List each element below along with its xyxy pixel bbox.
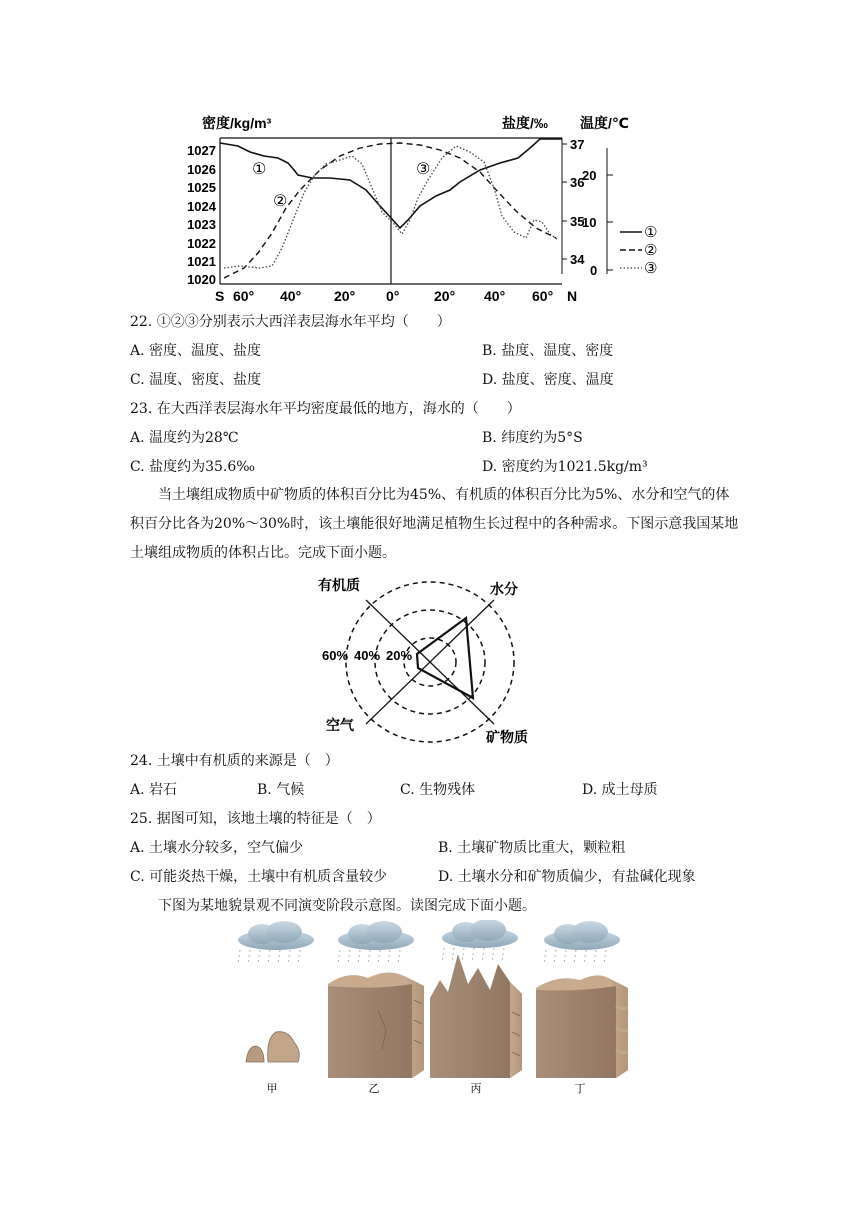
stage-jia-rocks <box>246 1032 299 1062</box>
question-22-option-d: D. 盐度、密度、温度 <box>482 372 614 388</box>
temperature-tick: 20 <box>582 168 597 183</box>
ocean-properties-chart <box>180 108 660 304</box>
cloud-icon <box>338 921 414 964</box>
question-22-stem: 22. ①②③分别表示大西洋表层海水年平均（ ） <box>130 314 451 330</box>
question-23-stem: 23. 在大西洋表层海水年平均密度最低的地方，海水的（ ） <box>130 401 521 417</box>
stage-label-yi: 乙 <box>368 1083 380 1095</box>
axis-label-mineral: 矿物质 <box>486 729 528 745</box>
axis-label-organic: 有机质 <box>318 577 360 593</box>
stage-label-ding: 丁 <box>574 1083 586 1095</box>
density-tick: 1024 <box>187 199 216 214</box>
landform-evolution-figure <box>228 920 638 1096</box>
question-23-option-d: D. 密度约为1021.5kg/m³ <box>482 459 648 475</box>
chart-legend <box>620 224 657 277</box>
question-24-option-c: C. 生物残体 <box>400 782 476 798</box>
salinity-tick: 34 <box>570 252 585 267</box>
latitude-tick: 40° <box>484 288 506 304</box>
question-24-option-a: A. 岩石 <box>130 782 178 798</box>
ring-label-20: 20% <box>386 648 413 663</box>
cloud-icon <box>238 921 314 964</box>
legend-label-3: ③ <box>644 260 658 277</box>
question-23-option-c: C. 盐度约为35.6‰ <box>130 459 256 475</box>
salinity-ticks <box>562 137 585 267</box>
question-25-option-a: A. 土壤水分较多，空气偏少 <box>130 840 304 856</box>
question-23-option-a: A. 温度约为28℃ <box>130 430 239 446</box>
temperature-tick: 0 <box>590 263 598 278</box>
landform-passage: 下图为某地貌景观不同演变阶段示意图。读图完成下面小题。 <box>158 898 536 914</box>
latitude-tick: 40° <box>280 288 302 304</box>
question-22-option-a: A. 密度、温度、盐度 <box>130 343 262 359</box>
temperature-tick: 10 <box>582 215 597 230</box>
stage-bing-peaks <box>430 954 522 1078</box>
stage-ding-block <box>536 975 628 1078</box>
stage-label-bing: 丙 <box>470 1083 482 1095</box>
latitude-tick: S <box>215 288 225 304</box>
density-ticks <box>187 143 217 287</box>
question-24-option-b: B. 气候 <box>257 782 305 798</box>
latitude-tick: 60° <box>532 288 554 304</box>
question-24-option-d: D. 成土母质 <box>582 782 658 798</box>
density-tick: 1023 <box>187 217 216 232</box>
axis-label-air: 空气 <box>326 717 354 733</box>
latitude-tick: 60° <box>233 288 255 304</box>
stage-yi-block <box>328 972 424 1078</box>
legend-label-1: ① <box>644 224 658 241</box>
question-25-option-b: B. 土壤矿物质比重大，颗粒粗 <box>438 840 626 856</box>
density-tick: 1025 <box>187 180 216 195</box>
legend-label-2: ② <box>644 242 658 259</box>
question-25-option-c: C. 可能炎热干燥，土壤中有机质含量较少 <box>130 869 388 885</box>
density-tick: 1021 <box>187 254 216 269</box>
curve-1-label: ① <box>252 161 267 178</box>
cloud-icon <box>544 921 620 964</box>
question-25-stem: 25. 据图可知，该地土壤的特征是（ ） <box>130 811 381 827</box>
question-24-stem: 24. 土壤中有机质的来源是（ ） <box>130 753 339 769</box>
latitude-ticks <box>215 288 577 304</box>
latitude-tick: 20° <box>334 288 356 304</box>
density-axis-title: 密度/kg/m³ <box>202 115 272 131</box>
curve-2-label: ② <box>273 193 288 210</box>
cloud-icon <box>442 920 518 962</box>
density-tick: 1020 <box>187 272 216 287</box>
question-22-option-c: C. 温度、密度、盐度 <box>130 372 262 388</box>
question-25-option-d: D. 土壤水分和矿物质偏少，有盐碱化现象 <box>438 869 696 885</box>
salinity-tick: 36 <box>570 175 585 190</box>
soil-composition-radar <box>310 576 550 748</box>
salinity-tick: 37 <box>570 137 585 152</box>
ring-label-40: 40% <box>354 648 381 663</box>
stage-label-jia: 甲 <box>266 1083 278 1095</box>
density-tick: 1022 <box>187 236 216 251</box>
curve-3-label: ③ <box>416 161 431 178</box>
curve-2-line <box>224 143 556 278</box>
soil-passage: 当土壤组成物质中矿物质的体积百分比为45%、有机质的体积百分比为5%、水分和空气的体积百分比各为20%～30%时，该土壤能很好地满足植物生长过程中的各种需求。下图示意我国某地土壤组成物质的体积占比。完成下面小题。 <box>130 487 739 561</box>
salinity-tick: 35 <box>570 214 585 229</box>
temperature-ticks <box>582 168 613 278</box>
latitude-tick: N <box>567 288 578 304</box>
question-22-option-b: B. 盐度、温度、密度 <box>482 343 614 359</box>
question-23-option-b: B. 纬度约为5°S <box>482 430 583 446</box>
latitude-tick: 0° <box>386 288 400 304</box>
temperature-axis-title: 温度/℃ <box>580 115 629 131</box>
salinity-axis-title: 盐度/‰ <box>502 115 548 131</box>
density-tick: 1027 <box>187 143 216 158</box>
density-tick: 1026 <box>187 162 216 177</box>
ring-label-60: 60% <box>322 648 349 663</box>
axis-label-water: 水分 <box>490 581 518 597</box>
latitude-tick: 20° <box>434 288 456 304</box>
